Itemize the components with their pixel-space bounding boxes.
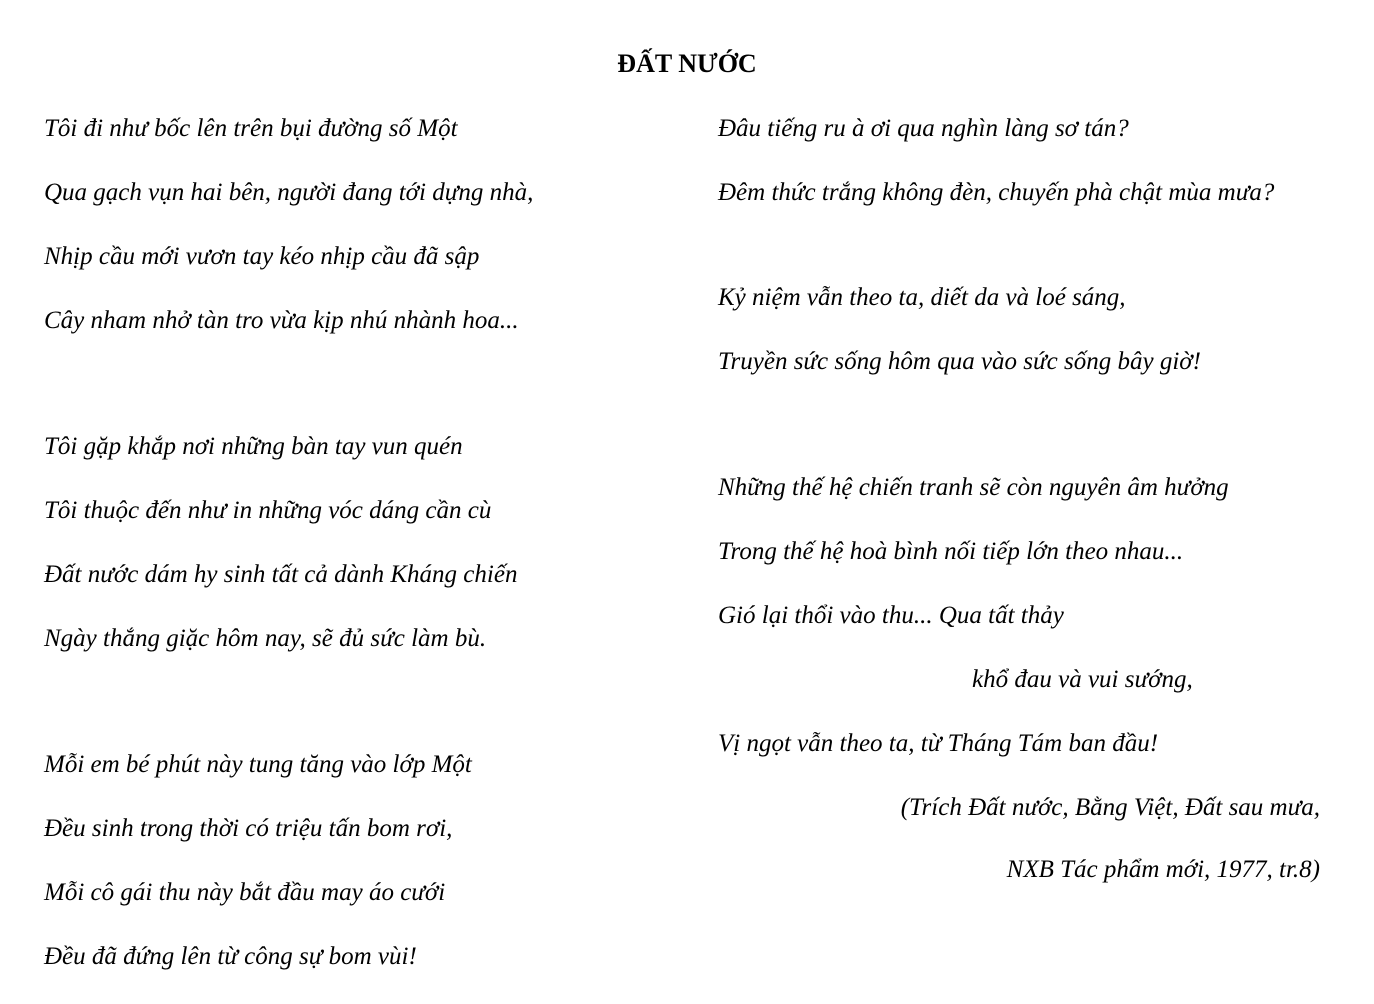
stanza-3 xyxy=(44,748,674,1004)
verse-line: Đều đã đứng lên từ công sự bom vùi! xyxy=(44,943,417,970)
verse-line: Tôi thuộc đến như in những vóc dáng cần cù xyxy=(44,497,492,524)
verse-line: Những thế hệ chiến tranh sẽ còn nguyên âm hưởng xyxy=(718,474,1229,501)
verse-line: Tôi gặp khắp nơi những bàn tay vun quén xyxy=(44,433,463,460)
verse-line: Tôi đi như bốc lên trên bụi đường số Một xyxy=(44,115,458,142)
verse-line: Truyền sức sống hôm qua vào sức sống bây giờ! xyxy=(718,348,1201,375)
verse-line: Cây nham nhở tàn tro vừa kịp nhú nhành hoa... xyxy=(44,307,519,334)
stanza-gap xyxy=(44,368,674,430)
verse-line: Mỗi cô gái thu này bắt đầu may áo cưới xyxy=(44,879,446,906)
verse-line: Đêm thức trắng không đèn, chuyến phà chật mùa mưa? xyxy=(718,179,1275,206)
citation-line: (Trích Đất nước, Bằng Việt, Đất sau mưa, xyxy=(900,794,1320,821)
verse-line: Đất nước dám hy sinh tất cả dành Kháng chiến xyxy=(44,561,518,588)
left-column xyxy=(44,112,674,1004)
verse-line: Ngày thắng giặc hôm nay, sẽ đủ sức làm bù. xyxy=(44,625,487,652)
verse-line: Qua gạch vụn hai bên, người đang tới dựng nhà, xyxy=(44,179,534,206)
verse-line: Trong thế hệ hoà bình nối tiếp lớn theo nhau... xyxy=(718,538,1184,565)
verse-line: Đâu tiếng ru à ơi qua nghìn làng sơ tán? xyxy=(718,115,1129,142)
right-column xyxy=(718,112,1338,917)
stanza-gap xyxy=(718,409,1338,471)
verse-line: Gió lại thổi vào thu... Qua tất thảy xyxy=(718,602,1064,629)
verse-line-indented: khổ đau và vui sướng, xyxy=(972,666,1193,693)
stanza-2 xyxy=(44,430,674,686)
poem-title: ĐẤT NƯỚC xyxy=(617,49,757,78)
verse-line: Đều sinh trong thời có triệu tấn bom rơi, xyxy=(44,815,453,842)
verse-line: Mỗi em bé phút này tung tăng vào lớp Một xyxy=(44,751,472,778)
source-citation xyxy=(718,791,1338,917)
verse-line: Kỷ niệm vẫn theo ta, diết da và loé sáng, xyxy=(718,284,1126,311)
stanza-5 xyxy=(718,471,1338,791)
verse-line: Nhịp cầu mới vươn tay kéo nhịp cầu đã sập xyxy=(44,243,480,270)
stanza-gap xyxy=(44,686,674,748)
verse-line: Vị ngọt vẫn theo ta, từ Tháng Tám ban đầu! xyxy=(718,730,1159,757)
stanza-4 xyxy=(718,112,1338,409)
stanza-1 xyxy=(44,112,674,368)
citation-line: NXB Tác phẩm mới, 1977, tr.8) xyxy=(1006,856,1320,883)
